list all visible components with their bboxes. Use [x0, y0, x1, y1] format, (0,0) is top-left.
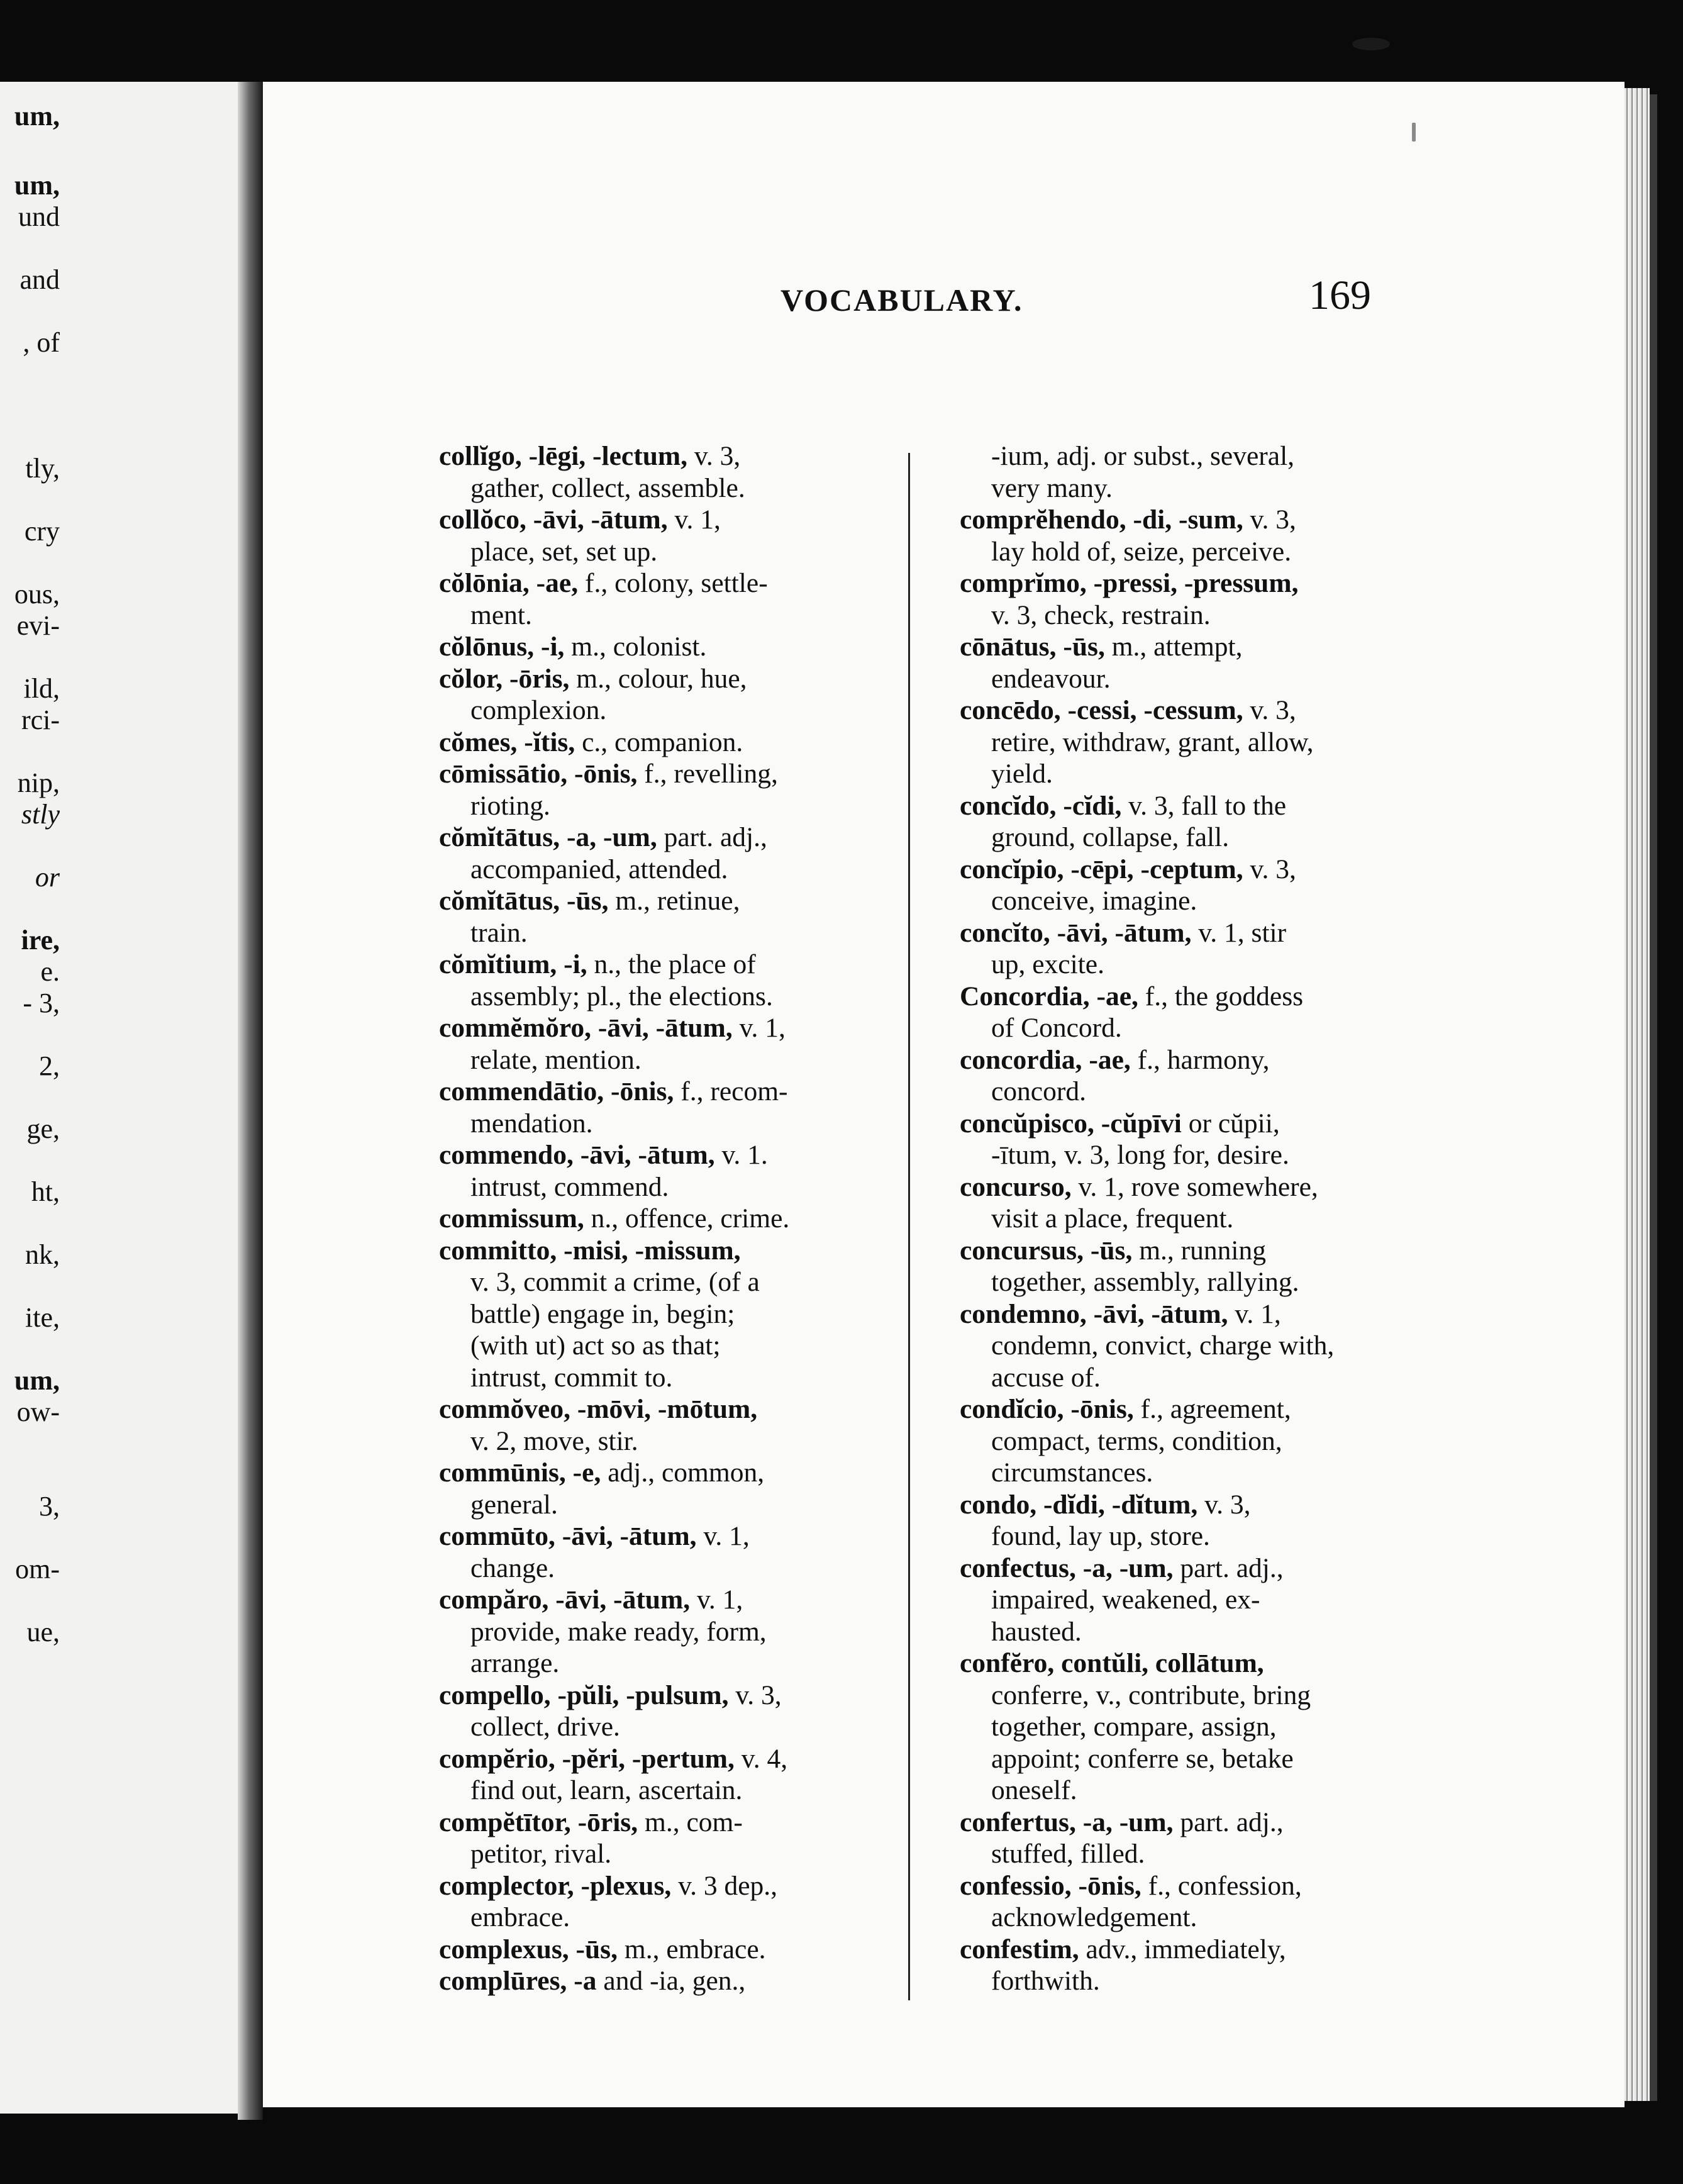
facing-page-text-fragment: ge, [26, 1113, 60, 1144]
headword: comprĕhendo, -di, -sum, [960, 504, 1243, 535]
definition-line: change. [470, 1552, 555, 1583]
facing-page-text-fragment: und [18, 201, 60, 232]
facing-page-text-fragment: cry [24, 516, 60, 547]
definition-line: gather, collect, assemble. [470, 472, 745, 503]
definition-text: v. 3 dep., [671, 1870, 778, 1901]
facing-page-text-fragment: e. [40, 956, 60, 987]
definition-line: ment. [470, 599, 532, 630]
entry-first-line [439, 1934, 904, 1966]
headword: condo, -dĭdi, -dĭtum, [960, 1489, 1198, 1520]
headword: confĕro, contŭli, collātum, [960, 1648, 1264, 1678]
headword: cŏmĭtātus, -a, -um, [439, 822, 657, 852]
definition-line: of Concord. [991, 1013, 1122, 1043]
headword: condĭcio, -ōnis, [960, 1394, 1134, 1424]
headword: cŏlōnus, -i, [439, 632, 565, 662]
entry-first-line [439, 1807, 904, 1839]
entry-first-line [439, 504, 904, 536]
headword: collŏco, -āvi, -ātum, [439, 504, 668, 535]
definition-line: retire, withdraw, grant, allow, [991, 727, 1314, 757]
entry-first-line [439, 1680, 904, 1712]
vocabulary-entry [960, 790, 1425, 854]
definition-line: accompanied, attended. [470, 854, 728, 884]
entry-first-line [960, 1552, 1425, 1585]
definition-text: f., colony, settle- [578, 568, 768, 598]
vocabulary-entry [439, 567, 904, 631]
entry-first-line [960, 981, 1425, 1013]
headword: concordia, -ae, [960, 1044, 1131, 1075]
vocabulary-entry [439, 1203, 904, 1235]
entry-first-line [439, 1076, 904, 1108]
entry-first-line [439, 567, 904, 599]
vocabulary-entry [960, 1393, 1425, 1489]
definition-text: m., colour, hue, [569, 663, 747, 694]
vocabulary-entry [439, 1076, 904, 1139]
entry-first-line [960, 1870, 1425, 1902]
book-gutter [238, 82, 263, 2120]
definition-line: v. 3, commit a crime, (of a [470, 1267, 760, 1297]
vocabulary-entry [439, 1393, 904, 1457]
vocabulary-entry [439, 1520, 904, 1584]
entry-first-line [960, 917, 1425, 949]
headword: concursus, -ūs, [960, 1235, 1133, 1266]
definition-text: or cŭpii, [1181, 1108, 1280, 1139]
vocabulary-entry [439, 949, 904, 1012]
headword: concurso, [960, 1171, 1072, 1202]
running-header: VOCABULARY. [780, 282, 1023, 318]
entry-first-line [439, 1457, 904, 1489]
definition-line: intrust, commit to. [470, 1362, 673, 1393]
vocabulary-entry [439, 1870, 904, 1934]
definition-line: battle) engage in, begin; [470, 1298, 735, 1329]
definition-line: yield. [991, 759, 1053, 789]
entry-first-line [439, 885, 904, 917]
vocabulary-entry [439, 885, 904, 949]
facing-page-text-fragment: ire, [21, 925, 60, 956]
vocabulary-entry [960, 1552, 1425, 1648]
definition-text: v. 1, [696, 1521, 750, 1551]
definition-line: concord. [991, 1076, 1086, 1106]
definition-line: found, lay up, store. [991, 1521, 1210, 1551]
vocabulary-entry [960, 1108, 1425, 1171]
entry-first-line [439, 949, 904, 981]
definition-text: m., running [1132, 1235, 1267, 1266]
headword: Concordia, -ae, [960, 981, 1138, 1011]
definition-line: endeavour. [991, 663, 1111, 694]
definition-line: arrange. [470, 1648, 560, 1678]
definition-text: m., embrace. [617, 1934, 766, 1964]
vocabulary-entry [960, 1171, 1425, 1235]
facing-page-text-fragment: um, [14, 170, 60, 201]
vocabulary-entry [960, 854, 1425, 917]
headword: concĭdo, -cĭdi, [960, 790, 1122, 821]
entry-first-line [960, 1807, 1425, 1839]
facing-page-text-fragment: ous, [14, 579, 60, 610]
headword: compello, -pŭli, -pulsum, [439, 1680, 729, 1710]
headword: complūres, -a [439, 1966, 597, 1996]
headword: commendo, -āvi, -ātum, [439, 1140, 715, 1170]
definition-line: acknowledgement. [991, 1902, 1197, 1932]
definition-line: relate, mention. [470, 1044, 642, 1075]
headword: cŏmĭtātus, -ūs, [439, 886, 609, 916]
definition-text: c., companion. [575, 727, 743, 757]
vocabulary-entry [439, 1235, 904, 1394]
page-edges [1625, 88, 1650, 2101]
definition-line: intrust, commend. [470, 1171, 669, 1202]
vocabulary-entry [960, 1870, 1425, 1934]
facing-page-text-fragment: 2, [39, 1050, 60, 1081]
entry-first-line [960, 440, 1425, 472]
definition-line: condemn, convict, charge with, [991, 1330, 1335, 1361]
facing-page-text-fragment: and [19, 264, 60, 295]
entry-first-line [439, 1520, 904, 1552]
vocabulary-entry [439, 1934, 904, 1966]
definition-line: up, excite. [991, 949, 1104, 979]
headword: comprĭmo, -pressi, -pressum, [960, 568, 1299, 598]
entry-first-line [960, 1489, 1425, 1521]
definition-line: appoint; conferre se, betake [991, 1743, 1294, 1774]
definition-line: general. [470, 1489, 558, 1520]
definition-line: place, set, set up. [470, 536, 658, 567]
vocabulary-entry [439, 1012, 904, 1076]
definition-line: circumstances. [991, 1457, 1153, 1488]
entry-first-line [439, 663, 904, 695]
entry-first-line [439, 631, 904, 663]
headword: confertus, -a, -um, [960, 1807, 1174, 1837]
headword: condemno, -āvi, -ātum, [960, 1298, 1228, 1329]
definition-text: f., recom- [674, 1076, 788, 1106]
entry-first-line [439, 1584, 904, 1616]
definition-text: part. adj., [657, 822, 767, 852]
vocabulary-entry [439, 1807, 904, 1870]
vocabulary-entry [439, 822, 904, 885]
definition-line: provide, make ready, form, [470, 1616, 767, 1647]
definition-line: complexion. [470, 695, 607, 725]
vocabulary-entry [960, 1934, 1425, 1997]
headword: cŏlor, -ōris, [439, 663, 570, 694]
facing-page-text-fragment: or [35, 862, 60, 893]
definition-line: embrace. [470, 1902, 570, 1932]
entry-first-line [960, 1298, 1425, 1330]
headword: compĕtītor, -ōris, [439, 1807, 638, 1837]
definition-line: petitor, rival. [470, 1839, 612, 1869]
headword: confestim, [960, 1934, 1079, 1964]
entry-first-line [439, 1235, 904, 1267]
definition-line: mendation. [470, 1108, 593, 1139]
headword: collĭgo, -lēgi, -lectum, [439, 441, 688, 471]
vocabulary-entry [960, 567, 1425, 631]
entry-first-line [439, 1870, 904, 1902]
headword: cŏlōnia, -ae, [439, 568, 579, 598]
page-edge-shadow [1650, 94, 1657, 2101]
vocabulary-entry [960, 1298, 1425, 1394]
definition-line: impaired, weakened, ex- [991, 1585, 1260, 1615]
definition-line: rioting. [470, 790, 550, 821]
right-column [960, 440, 1425, 1997]
definition-text: v. 1, [732, 1013, 786, 1043]
vocabulary-entry [439, 758, 904, 822]
facing-page-text-fragment: stly [21, 799, 60, 830]
definition-line: v. 2, move, stir. [470, 1425, 638, 1456]
entry-first-line [439, 727, 904, 759]
definition-line: compact, terms, condition, [991, 1425, 1282, 1456]
headword: confessio, -ōnis, [960, 1870, 1141, 1901]
headword: commendātio, -ōnis, [439, 1076, 674, 1106]
entry-first-line [439, 1743, 904, 1775]
headword: committo, -misi, -missum, [439, 1235, 741, 1266]
vocabulary-entry [439, 631, 904, 663]
entry-first-line [439, 758, 904, 790]
vocabulary-entry [439, 727, 904, 759]
vocabulary-entry [960, 1647, 1425, 1807]
definition-text: v. 3, [1197, 1489, 1251, 1520]
entry-first-line [960, 790, 1425, 822]
facing-page-text-fragment: um, [14, 1365, 60, 1396]
facing-page-fragment [0, 82, 252, 2114]
vocabulary-entry [960, 631, 1425, 694]
definition-text: v. 3, [728, 1680, 782, 1710]
headword: commūnis, -e, [439, 1457, 601, 1488]
definition-text: n., offence, crime. [584, 1203, 790, 1234]
definition-text: v. 1, [1228, 1298, 1281, 1329]
entry-first-line [439, 1012, 904, 1044]
entry-first-line [439, 1393, 904, 1425]
definition-line: train. [470, 917, 528, 948]
headword: cōnātus, -ūs, [960, 632, 1105, 662]
definition-line: v. 3, check, restrain. [991, 599, 1211, 630]
definition-line: conferre, v., contribute, bring [991, 1680, 1311, 1710]
entry-first-line [960, 1393, 1425, 1425]
entry-first-line [960, 1171, 1425, 1203]
definition-text: v. 4, [734, 1743, 788, 1774]
vocabulary-entry [439, 663, 904, 727]
headword: complexus, -ūs, [439, 1934, 618, 1964]
headword: concēdo, -cessi, -cessum, [960, 695, 1243, 725]
vocabulary-entry [439, 1457, 904, 1520]
definition-line: oneself. [991, 1775, 1077, 1805]
vocabulary-entry [960, 694, 1425, 790]
facing-page-text-fragment: om- [15, 1554, 60, 1585]
vocabulary-entry [960, 1235, 1425, 1298]
headword: concĭto, -āvi, -ātum, [960, 917, 1192, 948]
entry-first-line [960, 1647, 1425, 1680]
definition-line: -ītum, v. 3, long for, desire. [991, 1140, 1289, 1170]
scan-speck [1412, 123, 1416, 142]
entry-first-line [439, 440, 904, 472]
definition-text: f., agreement, [1133, 1394, 1291, 1424]
entry-first-line [960, 631, 1425, 663]
definition-text: v. 3, [1243, 504, 1296, 535]
definition-line: conceive, imagine. [991, 886, 1197, 916]
facing-page-text-fragment: nk, [25, 1239, 60, 1270]
definition-text: f., harmony, [1130, 1044, 1270, 1075]
definition-line: hausted. [991, 1616, 1082, 1647]
entry-first-line [439, 1203, 904, 1235]
definition-text: m., colonist. [564, 632, 707, 662]
headword: commissum, [439, 1203, 584, 1234]
definition-text: m., com- [638, 1807, 743, 1837]
definition-text: v. 1, [690, 1585, 743, 1615]
entry-first-line [960, 694, 1425, 727]
facing-page-text-fragment: ue, [26, 1617, 60, 1647]
vocabulary-entry [960, 1489, 1425, 1552]
facing-page-text-fragment: ht, [31, 1176, 60, 1207]
definition-line: collect, drive. [470, 1712, 620, 1742]
definition-text: v. 3, fall to the [1121, 790, 1287, 821]
definition-text: v. 3, [1243, 854, 1296, 884]
facing-page-text-fragment: nip, [17, 767, 60, 798]
entry-first-line [960, 504, 1425, 536]
entry-first-line [439, 822, 904, 854]
headword: commŏveo, -mōvi, -mōtum, [439, 1394, 758, 1424]
headword: confectus, -a, -um, [960, 1552, 1174, 1583]
definition-text: f., the goddess [1138, 981, 1304, 1011]
headword: cŏmĭtium, -i, [439, 949, 587, 979]
scan-speck [1352, 38, 1390, 50]
facing-page-text-fragment: um, [14, 101, 60, 131]
headword: cŏmes, -ĭtis, [439, 727, 575, 757]
dictionary-page [263, 82, 1625, 2107]
facing-page-text-fragment: ite, [25, 1302, 60, 1333]
vocabulary-entry [439, 1584, 904, 1680]
headword: concŭpisco, -cŭpīvi [960, 1108, 1182, 1139]
definition-text: part. adj., [1173, 1807, 1284, 1837]
left-column [439, 440, 904, 1997]
definition-text: v. 1, stir [1191, 917, 1287, 948]
vocabulary-entry [960, 981, 1425, 1044]
entry-first-line [439, 1965, 904, 1997]
definition-text: f., confession, [1141, 1870, 1302, 1901]
vocabulary-entry [439, 1965, 904, 1997]
definition-text: -ium, adj. or subst., several, [991, 441, 1295, 471]
facing-page-text-fragment: , of [23, 327, 60, 358]
definition-text: v. 3, [687, 441, 741, 471]
facing-page-text-fragment: 3, [39, 1491, 60, 1522]
definition-text: n., the place of [587, 949, 756, 979]
entry-first-line [960, 1934, 1425, 1966]
headword: compăro, -āvi, -ātum, [439, 1585, 691, 1615]
vocabulary-entry [960, 917, 1425, 981]
entry-first-line [960, 567, 1425, 599]
headword: commūto, -āvi, -ātum, [439, 1521, 697, 1551]
definition-line: stuffed, filled. [991, 1839, 1145, 1869]
definition-line: accuse of. [991, 1362, 1101, 1393]
entry-first-line [960, 1235, 1425, 1267]
definition-text: v. 1, rove somewhere, [1071, 1171, 1318, 1202]
headword: concĭpio, -cēpi, -ceptum, [960, 854, 1243, 884]
entry-first-line [960, 1108, 1425, 1140]
vocabulary-entry [439, 1680, 904, 1743]
vocabulary-entry [439, 440, 904, 504]
facing-page-text-fragment: rci- [21, 705, 60, 735]
facing-page-text-fragment: - 3, [23, 988, 60, 1018]
entry-first-line [960, 854, 1425, 886]
definition-text: v. 1. [714, 1140, 768, 1170]
entry-first-line [960, 1044, 1425, 1076]
definition-text: and -ia, gen., [596, 1966, 746, 1996]
facing-page-text-fragment: ild, [23, 673, 60, 704]
headword: compĕrio, -pĕri, -pertum, [439, 1743, 735, 1774]
definition-line: very many. [991, 472, 1113, 503]
headword: commĕmŏro, -āvi, -ātum, [439, 1013, 733, 1043]
definition-line: forthwith. [991, 1966, 1100, 1996]
vocabulary-entry [960, 440, 1425, 504]
facing-page-text-fragment: ow- [16, 1396, 60, 1427]
definition-text: v. 1, [667, 504, 721, 535]
definition-line: ground, collapse, fall. [991, 822, 1230, 852]
vocabulary-entry [439, 1139, 904, 1203]
definition-line: together, compare, assign, [991, 1712, 1277, 1742]
definition-line: visit a place, frequent. [991, 1203, 1234, 1234]
definition-text: f., revelling, [637, 759, 778, 789]
definition-line: assembly; pl., the elections. [470, 981, 773, 1011]
definition-text: v. 3, [1243, 695, 1296, 725]
entry-first-line [439, 1139, 904, 1171]
definition-text: part. adj., [1173, 1552, 1284, 1583]
definition-line: find out, learn, ascertain. [470, 1775, 743, 1805]
headword: cōmissātio, -ōnis, [439, 759, 638, 789]
definition-text: adj., common, [601, 1457, 765, 1488]
vocabulary-entry [960, 1807, 1425, 1870]
facing-page-text-fragment: evi- [16, 610, 60, 641]
definition-line: (with ut) act so as that; [470, 1330, 721, 1361]
definition-text: adv., immediately, [1079, 1934, 1286, 1964]
page-number: 169 [1309, 272, 1371, 318]
definition-text: m., retinue, [608, 886, 740, 916]
vocabulary-entry [960, 1044, 1425, 1108]
headword: complector, -plexus, [439, 1870, 672, 1901]
definition-line: lay hold of, seize, perceive. [991, 536, 1292, 567]
facing-page-text-fragment: tly, [25, 453, 60, 484]
vocabulary-entry [960, 504, 1425, 567]
definition-line: together, assembly, rallying. [991, 1267, 1299, 1297]
column-divider [908, 453, 910, 2000]
vocabulary-entry [439, 1743, 904, 1807]
vocabulary-entry [439, 504, 904, 567]
definition-text: m., attempt, [1104, 632, 1243, 662]
